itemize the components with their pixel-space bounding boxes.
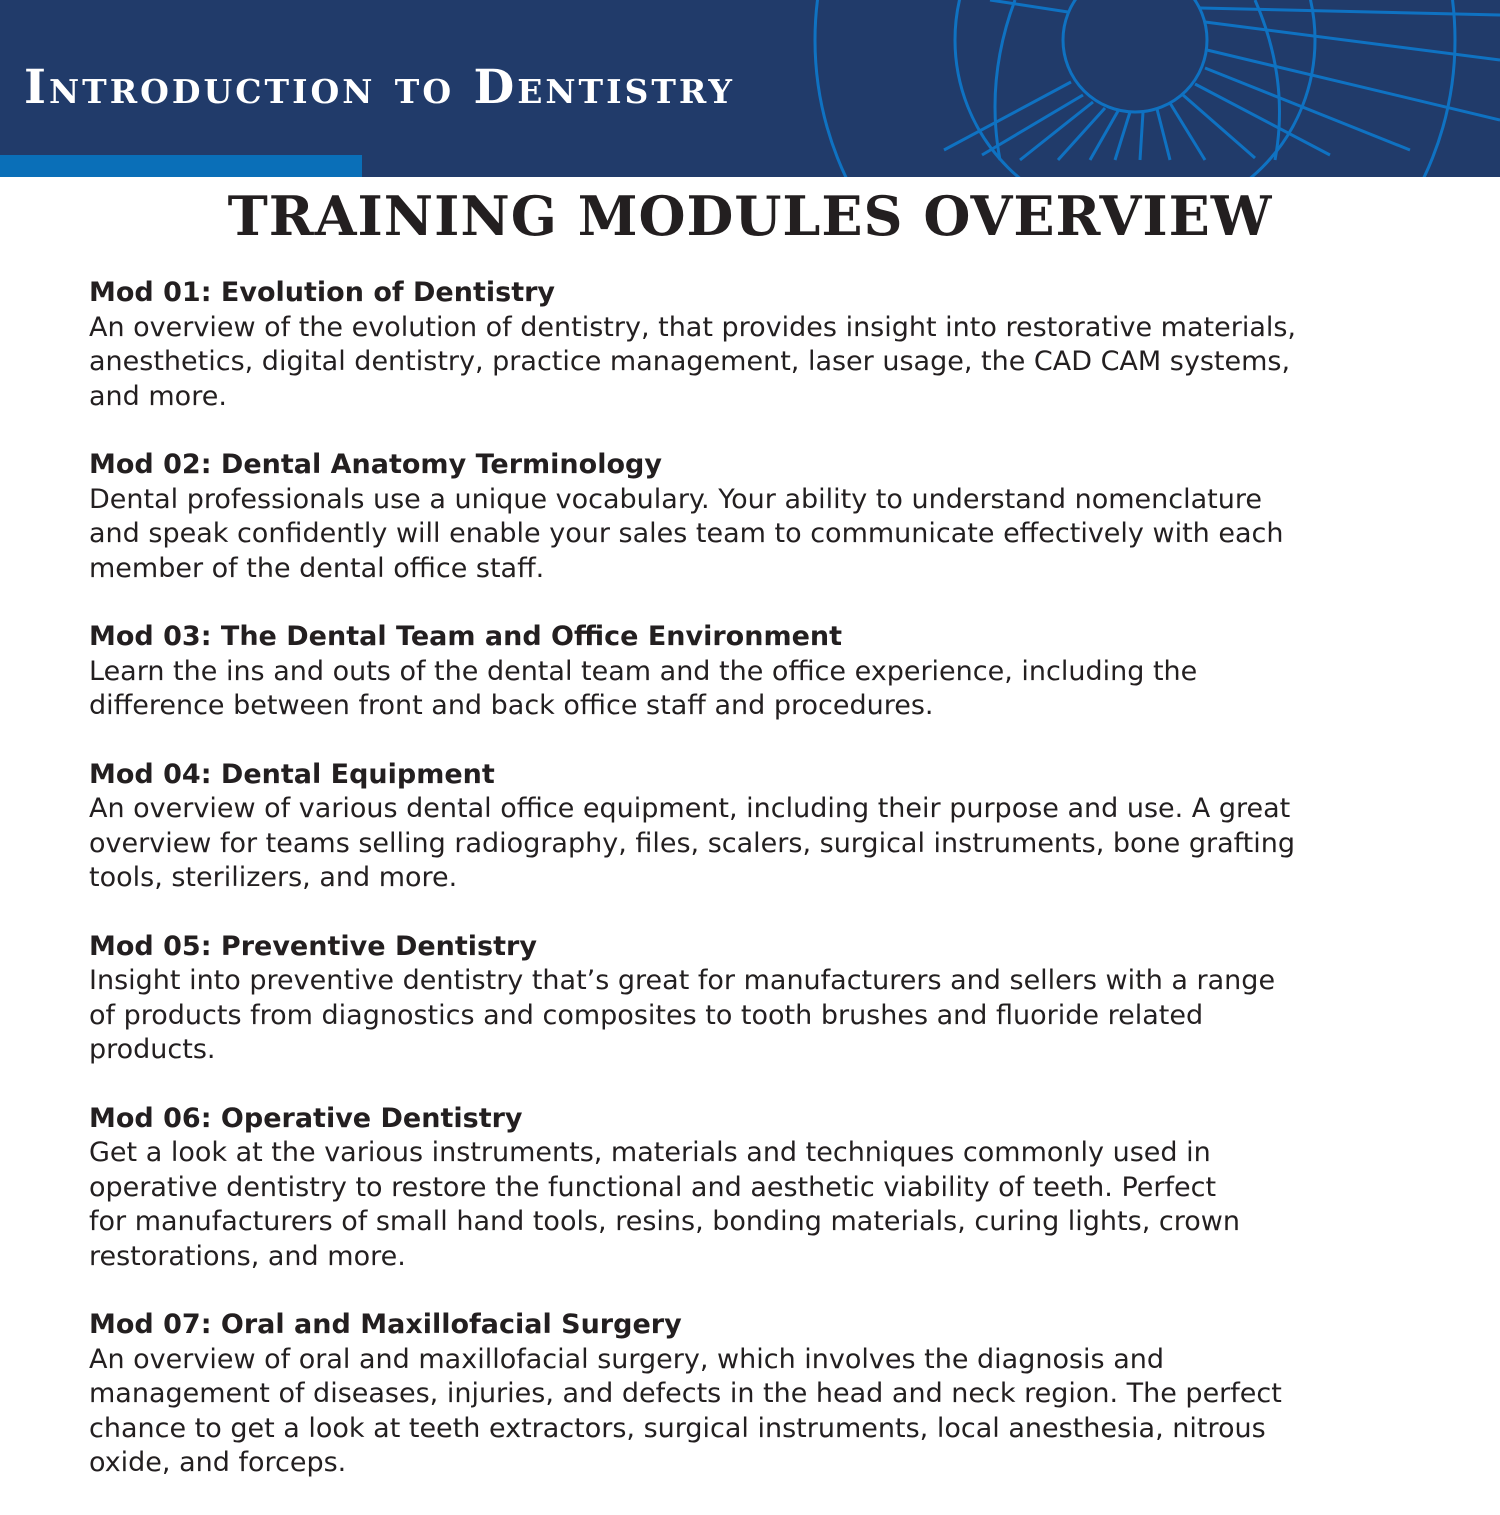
module-description bbox=[89, 655, 1429, 724]
header-banner bbox=[0, 0, 1500, 177]
description-line: restorations, and more. bbox=[89, 1240, 406, 1272]
description-line: An overview of the evolution of dentistry, that provides insight into restorative materials, bbox=[89, 311, 1297, 343]
description-line: for manufacturers of small hand tools, resins, bonding materials, curing lights, crown bbox=[89, 1206, 1240, 1237]
module-04 bbox=[89, 758, 1429, 896]
description-line: and more. bbox=[89, 380, 227, 412]
module-description bbox=[89, 1343, 1429, 1481]
description-line: oxide, and forceps. bbox=[89, 1447, 347, 1478]
module-description bbox=[89, 1136, 1429, 1274]
module-description bbox=[89, 311, 1429, 415]
module-05 bbox=[89, 930, 1429, 1068]
description-line: of products from diagnostics and composites to tooth brushes and fluoride related bbox=[89, 999, 1204, 1031]
module-03 bbox=[89, 620, 1429, 724]
module-title: Mod 07: Oral and Maxillofacial Surgery bbox=[89, 1309, 682, 1340]
header-title: Introduction to Dentistry bbox=[24, 60, 735, 115]
description-line: Get a look at the various instruments, materials and techniques commonly used in bbox=[89, 1137, 1211, 1168]
description-line: management of diseases, injuries, and defects in the head and neck region. The perfect bbox=[89, 1378, 1282, 1409]
module-title: Mod 04: Dental Equipment bbox=[89, 758, 495, 790]
description-line: chance to get a look at teeth extractors, surgical instruments, local anesthesia, nitrous bbox=[89, 1412, 1266, 1444]
module-title: Mod 02: Dental Anatomy Terminology bbox=[89, 449, 662, 480]
description-line: Learn the ins and outs of the dental team and the office experience, including the bbox=[89, 655, 1198, 687]
module-02 bbox=[89, 448, 1429, 586]
description-line: tools, sterilizers, and more. bbox=[89, 862, 458, 893]
description-line: and speak confidently will enable your sales team to communicate effectively with each bbox=[89, 518, 1284, 549]
description-line: An overview of oral and maxillofacial surgery, which involves the diagnosis and bbox=[89, 1343, 1164, 1375]
header-accent-bar bbox=[0, 155, 362, 177]
module-list bbox=[89, 276, 1429, 1515]
description-line: difference between front and back office staff and procedures. bbox=[89, 690, 934, 721]
module-title: Mod 03: The Dental Team and Office Environment bbox=[89, 621, 843, 652]
module-title: Mod 06: Operative Dentistry bbox=[89, 1102, 523, 1134]
module-01 bbox=[89, 276, 1429, 414]
module-07 bbox=[89, 1308, 1429, 1481]
description-line: Insight into preventive dentistry that’s great for manufacturers and sellers with a range bbox=[89, 965, 1276, 996]
module-title: Mod 05: Preventive Dentistry bbox=[89, 930, 537, 962]
module-description bbox=[89, 792, 1429, 896]
module-description bbox=[89, 964, 1429, 1068]
module-description bbox=[89, 483, 1429, 587]
description-line: products. bbox=[89, 1034, 216, 1065]
description-line: overview for teams selling radiography, files, scalers, surgical instruments, bone grafting bbox=[89, 827, 1295, 859]
module-06 bbox=[89, 1102, 1429, 1275]
description-line: member of the dental office staff. bbox=[89, 552, 545, 584]
page-title: TRAINING MODULES OVERVIEW bbox=[227, 184, 1273, 248]
module-title: Mod 01: Evolution of Dentistry bbox=[89, 277, 556, 308]
description-line: anesthetics, digital dentistry, practice management, laser usage, the CAD CAM systems, bbox=[89, 346, 1291, 377]
description-line: An overview of various dental office equipment, including their purpose and use. A great bbox=[89, 793, 1291, 824]
description-line: operative dentistry to restore the functional and aesthetic viability of teeth. Perfect bbox=[89, 1171, 1217, 1203]
description-line: Dental professionals use a unique vocabulary. Your ability to understand nomenclature bbox=[89, 483, 1262, 515]
